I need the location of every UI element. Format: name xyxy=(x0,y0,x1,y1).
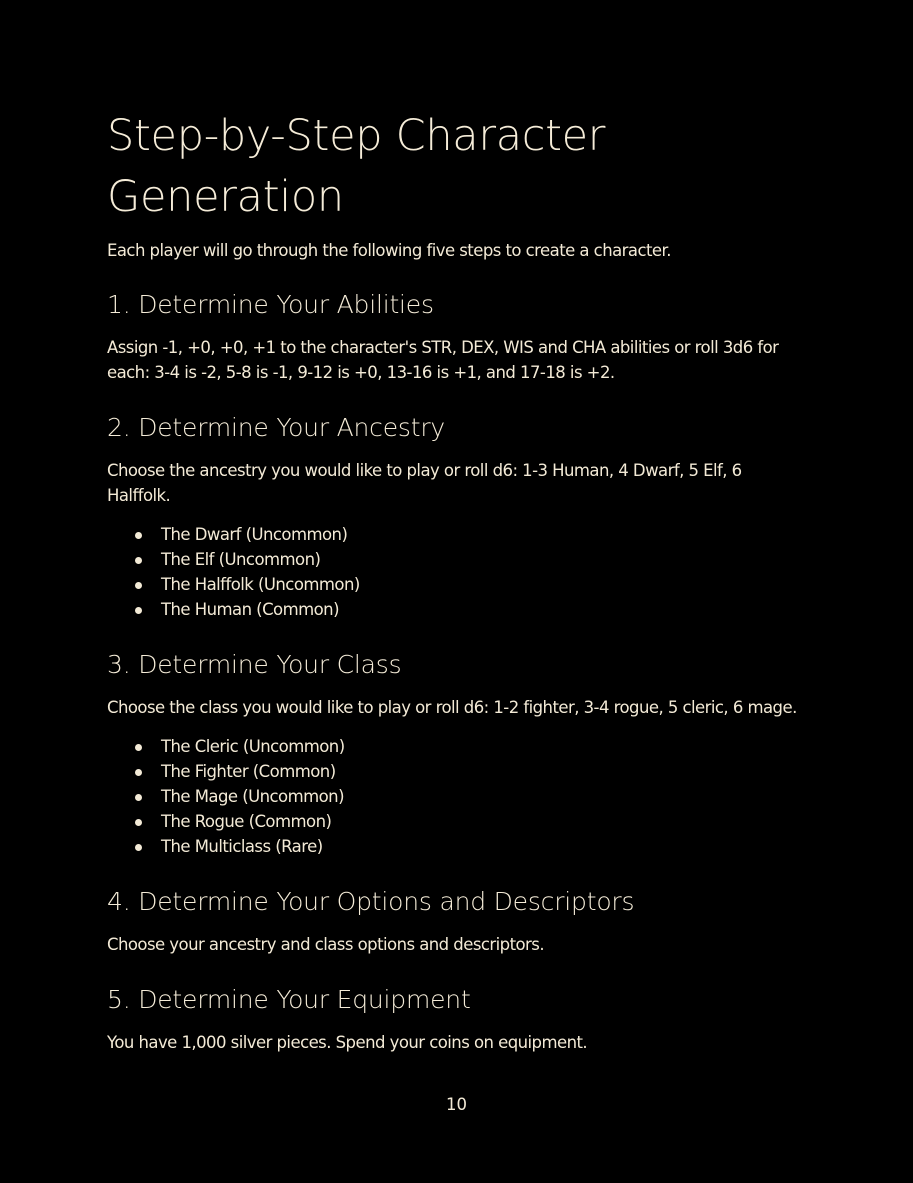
page-title: Step-by-Step Character Generation xyxy=(107,111,606,222)
list-item xyxy=(107,759,807,784)
list-item xyxy=(107,597,807,622)
list-item-label: The Human (Common) xyxy=(161,600,339,619)
list-item xyxy=(107,522,807,547)
list-item-label: The Multiclass (Rare) xyxy=(161,837,323,856)
step-text: Choose the ancestry you would like to play or roll d6: 1-3 Human, 4 Dwarf, 5 Elf, 6 Halffolk. xyxy=(107,461,742,505)
step-heading: 3. Determine Your Class xyxy=(107,650,402,679)
step-heading: 4. Determine Your Options and Descriptors xyxy=(107,887,635,916)
list-item xyxy=(107,547,807,572)
list-item-label: The Halffolk (Uncommon) xyxy=(161,575,360,594)
bullet-icon xyxy=(135,819,142,826)
list-item-label: The Cleric (Uncommon) xyxy=(161,737,345,756)
class-list xyxy=(107,734,807,859)
list-item-label: The Mage (Uncommon) xyxy=(161,787,344,806)
bullet-icon xyxy=(135,607,142,614)
step-text: You have 1,000 silver pieces. Spend your coins on equipment. xyxy=(107,1033,588,1052)
list-item-label: The Elf (Uncommon) xyxy=(161,550,321,569)
step-heading: 1. Determine Your Abilities xyxy=(107,290,434,319)
list-item-label: The Dwarf (Uncommon) xyxy=(161,525,348,544)
intro-paragraph: Each player will go through the following five steps to create a character. xyxy=(107,241,671,260)
document-page xyxy=(107,106,807,1055)
bullet-icon xyxy=(135,769,142,776)
ancestry-list xyxy=(107,522,807,622)
step-heading: 2. Determine Your Ancestry xyxy=(107,413,446,442)
bullet-icon xyxy=(135,557,142,564)
list-item xyxy=(107,784,807,809)
step-class xyxy=(107,649,807,859)
list-item xyxy=(107,572,807,597)
step-ancestry xyxy=(107,412,807,622)
step-text: Choose the class you would like to play or roll d6: 1-2 fighter, 3-4 rogue, 5 cleric, 6 mage. xyxy=(107,698,797,717)
bullet-icon xyxy=(135,532,142,539)
step-text: Assign -1, +0, +0, +1 to the character's STR, DEX, WIS and CHA abilities or roll 3d6 for each: 3-4 is -2, 5-8 is -1, 9-12 is +0, 13-16 is +1, and 17-18 is +2. xyxy=(107,338,779,382)
step-abilities xyxy=(107,289,807,385)
bullet-icon xyxy=(135,744,142,751)
step-equipment xyxy=(107,984,807,1055)
step-options xyxy=(107,886,807,957)
bullet-icon xyxy=(135,844,142,851)
list-item xyxy=(107,734,807,759)
list-item xyxy=(107,834,807,859)
step-heading: 5. Determine Your Equipment xyxy=(107,985,471,1014)
bullet-icon xyxy=(135,582,142,589)
bullet-icon xyxy=(135,794,142,801)
step-text: Choose your ancestry and class options and descriptors. xyxy=(107,935,545,954)
list-item-label: The Rogue (Common) xyxy=(161,812,332,831)
page-number: 10 xyxy=(446,1095,467,1114)
list-item-label: The Fighter (Common) xyxy=(161,762,336,781)
list-item xyxy=(107,809,807,834)
